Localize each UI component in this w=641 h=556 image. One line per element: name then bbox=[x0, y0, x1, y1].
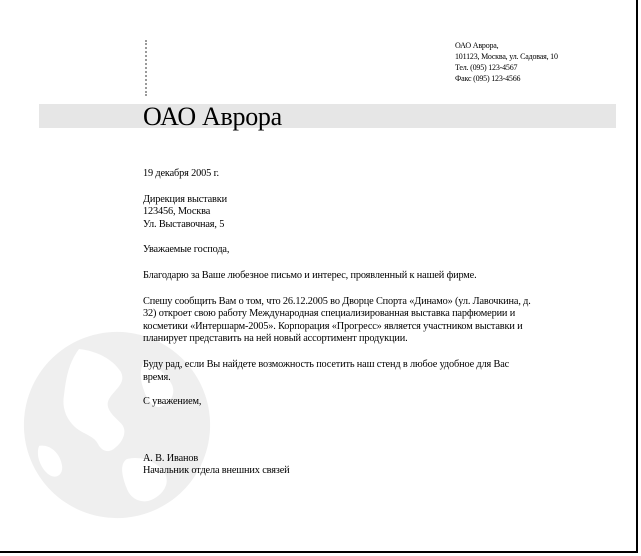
recipient-line: Дирекция выставки bbox=[143, 193, 227, 205]
sender-fax: Факс (095) 123-4566 bbox=[455, 74, 521, 83]
letter-date: 19 декабря 2005 г. bbox=[143, 168, 219, 179]
sender-address-line: ОАО Аврора, bbox=[455, 41, 499, 50]
sender-address bbox=[455, 40, 558, 84]
paragraph-exhibition-line: 32) откроет свою работу Международная специализированная выставка парфюмерии и bbox=[143, 308, 516, 320]
company-title: ОАО Аврора bbox=[143, 102, 282, 131]
recipient-line: Ул. Выставочная, 5 bbox=[143, 218, 225, 230]
closing: С уважением, bbox=[143, 396, 202, 408]
signer-name: А. В. Иванов bbox=[143, 452, 199, 464]
paragraph-thanks: Благодарю за Ваше любезное письмо и интерес, проявленный к нашей фирме. bbox=[143, 269, 477, 281]
salutation: Уважаемые господа, bbox=[143, 244, 230, 256]
recipient-line: 123456, Москва bbox=[143, 206, 211, 218]
sender-phone: Тел. (095) 123-4567 bbox=[455, 63, 518, 72]
letter-body bbox=[143, 168, 573, 478]
paragraph-invitation-line: время. bbox=[143, 371, 171, 383]
dotted-divider bbox=[145, 40, 147, 96]
paragraph-exhibition-line: планирует представить на ней новый ассортимент продукции. bbox=[143, 333, 408, 345]
paragraph-exhibition-line: Спешу сообщить Вам о том, что 26.12.2005 во Дворце Спорта «Динамо» (ул. Лавочкина, д. bbox=[143, 295, 531, 307]
signer-title: Начальник отдела внешних связей bbox=[143, 465, 290, 477]
paragraph-exhibition-line: косметики «Интершарм-2005». Корпорация «Прогресс» является участником выставки и bbox=[143, 320, 523, 332]
title-banner bbox=[39, 104, 616, 128]
sender-address-line: 101123, Москва, ул. Садовая, 10 bbox=[455, 52, 558, 61]
paragraph-invitation-line: Буду рад, если Вы найдете возможность посетить наш стенд в любое удобное для Вас bbox=[143, 358, 510, 370]
